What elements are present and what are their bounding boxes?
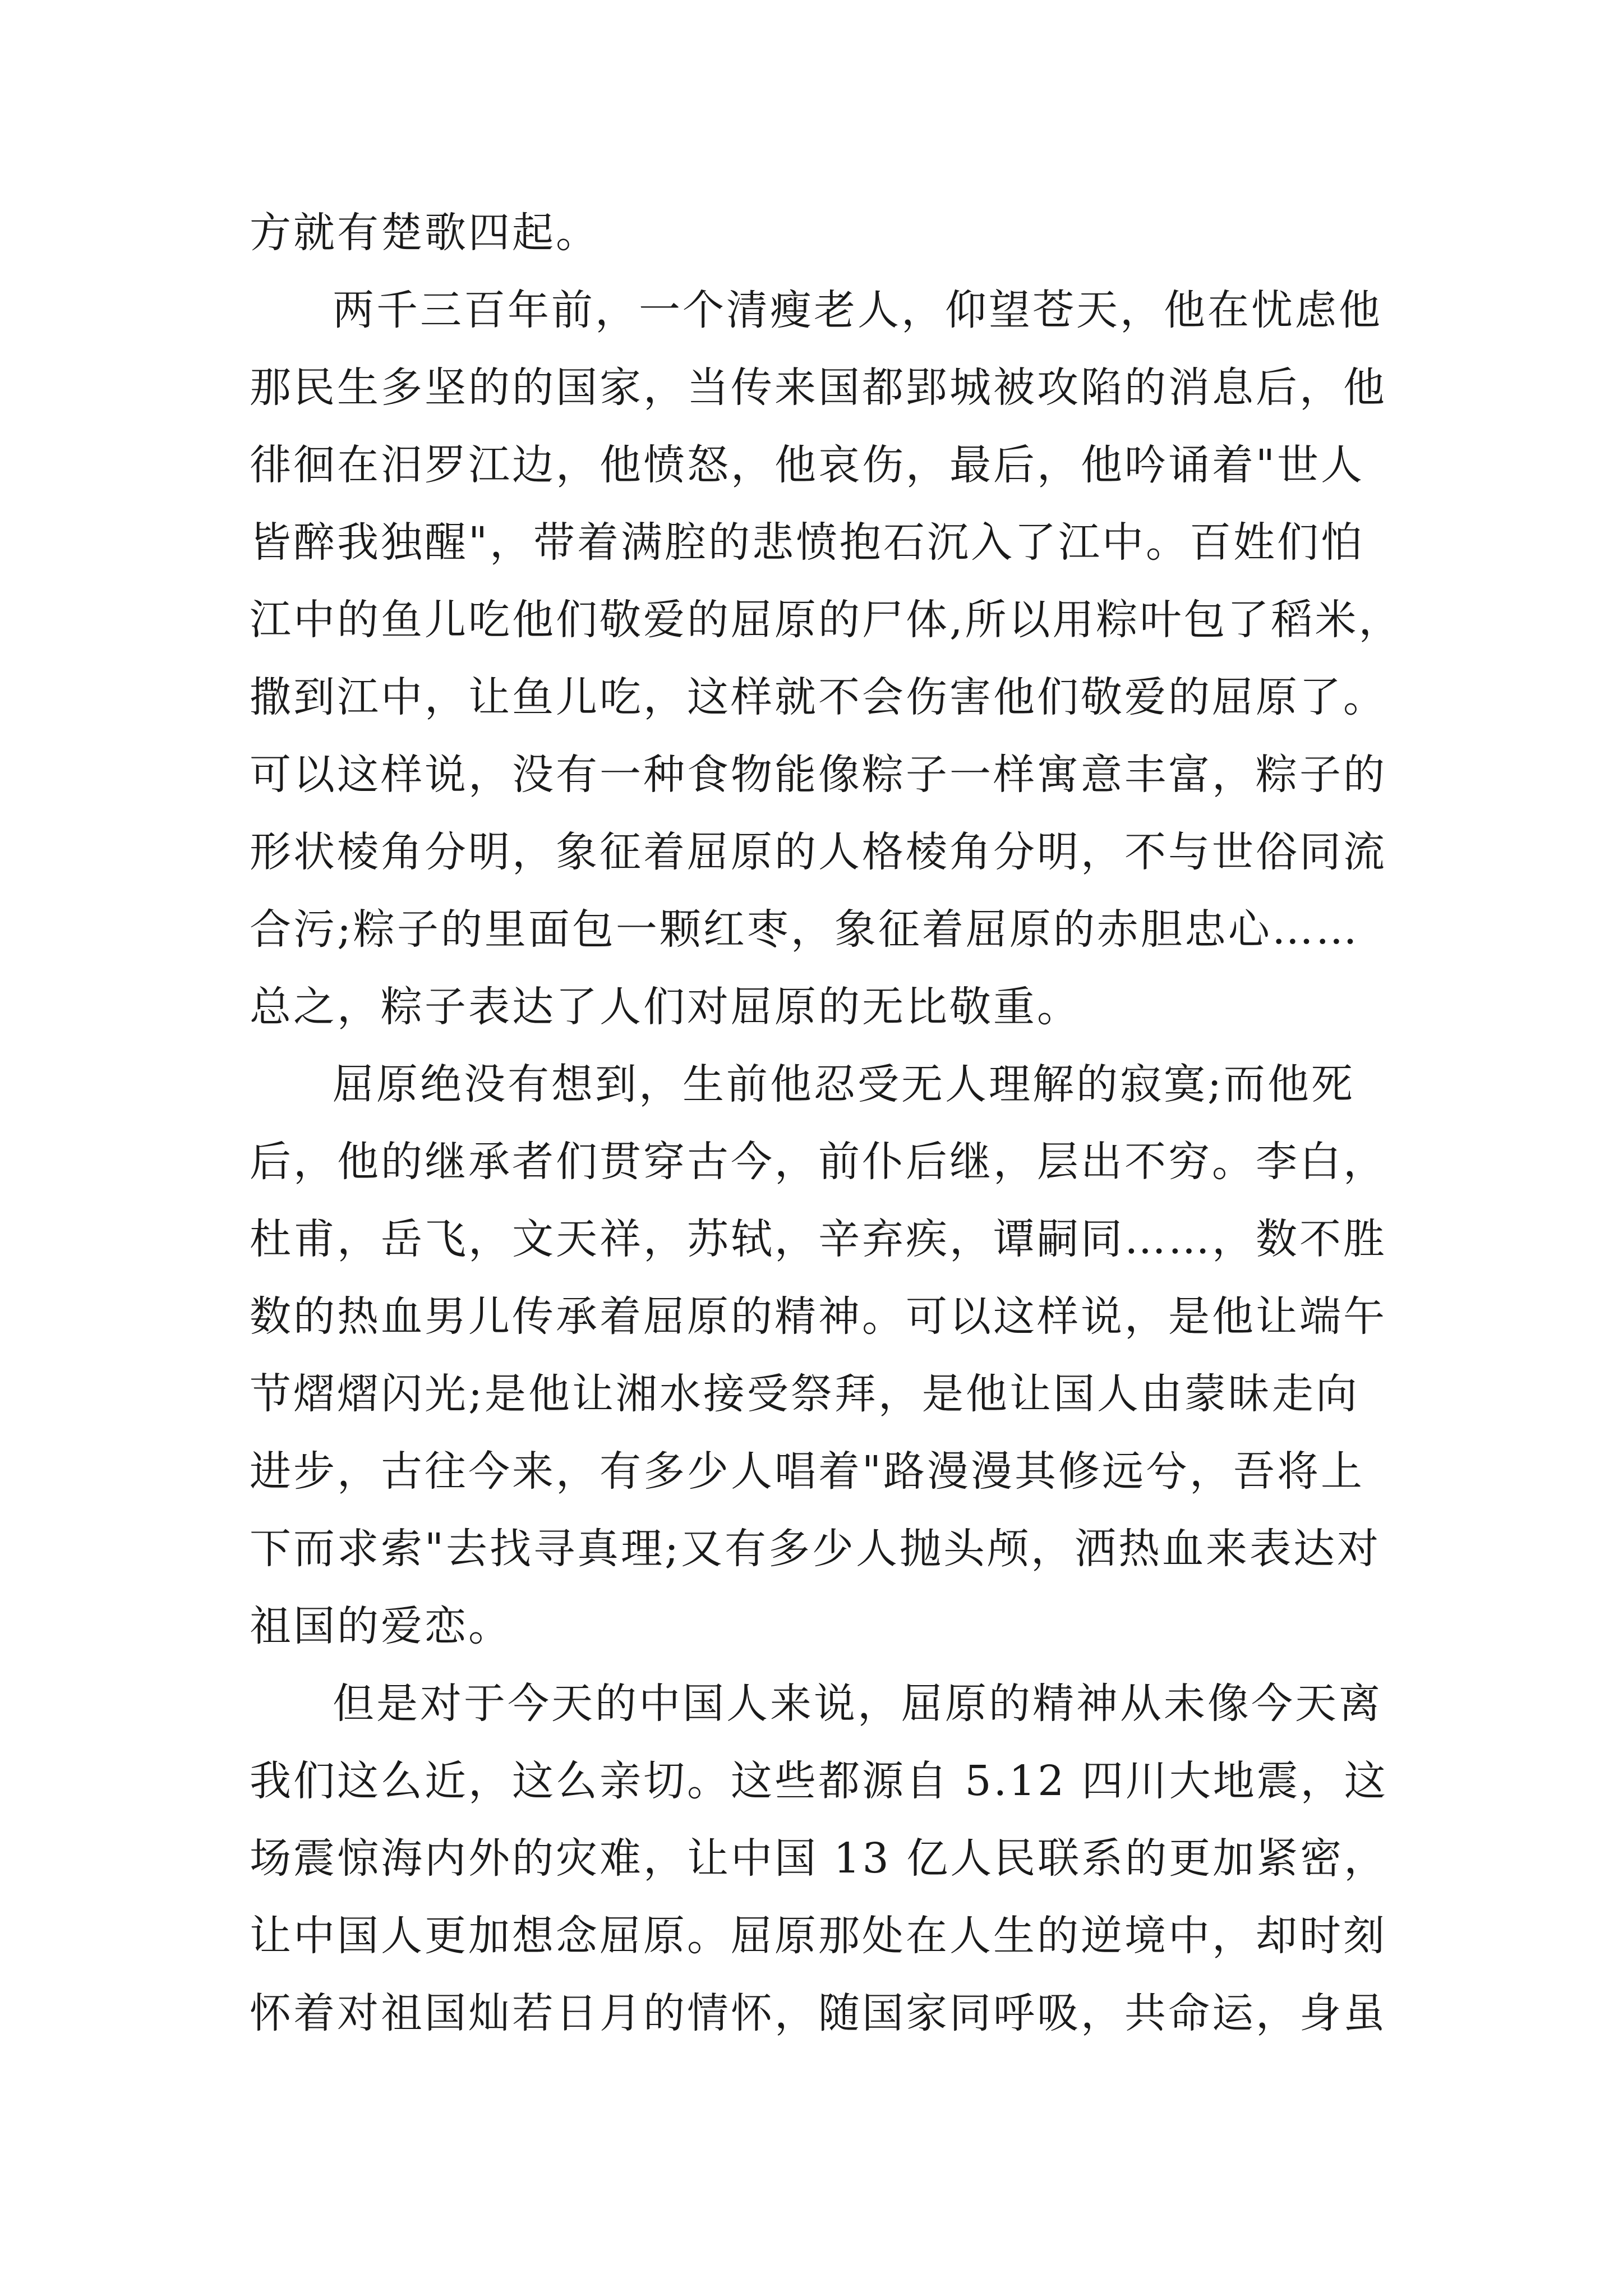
text-line: 可以这样说，没有一种食物能像粽子一样寓意丰富，粽子的	[250, 751, 1387, 799]
text-line: 进步，古往今来，有多少人唱着"路漫漫其修远兮，吾将上	[250, 1447, 1365, 1496]
text-line: 下而求索"去找寻真理;又有多少人抛头颅，洒热血来表达对	[250, 1525, 1381, 1573]
text-line: 总之，粽子表达了人们对屈原的无比敬重。	[250, 983, 1081, 1031]
text-line: 我们这么近，这么亲切。这些都源自 5.12 四川大地震，这	[250, 1757, 1388, 1805]
text-line: 方就有楚歌四起。	[250, 209, 600, 257]
text-line: 皆醉我独醒"，带着满腔的悲愤抱石沉入了江中。百姓们怕	[250, 518, 1365, 567]
text-line: 江中的鱼儿吃他们敬爱的屈原的尸体,所以用粽叶包了稻米，	[250, 596, 1403, 644]
text-line: 形状棱角分明，象征着屈原的人格棱角分明，不与世俗同流	[250, 828, 1387, 876]
text-line: 徘徊在汨罗江边，他愤怒，他哀伤，最后，他吟诵着"世人	[250, 441, 1365, 489]
text-line: 两千三百年前，一个清瘦老人，仰望苍天，他在忧虑他	[333, 286, 1382, 334]
text-line: 数的热血男儿传承着屈原的精神。可以这样说，是他让端午	[250, 1292, 1387, 1341]
body-text	[250, 194, 1416, 2052]
text-line: 让中国人更加想念屈原。屈原那处在人生的逆境中，却时刻	[250, 1912, 1387, 1960]
text-line: 合污;粽子的里面包一颗红枣，象征着屈原的赤胆忠心……	[250, 905, 1359, 954]
text-line: 屈原绝没有想到，生前他忍受无人理解的寂寞;而他死	[333, 1060, 1355, 1108]
text-line: 杜甫，岳飞，文天祥，苏轼，辛弃疾，谭嗣同……，数不胜	[250, 1215, 1387, 1263]
text-line: 怀着对祖国灿若日月的情怀，随国家同呼吸，共命运，身虽	[250, 1989, 1387, 2037]
text-line: 那民生多坚的的国家，当传来国都郢城被攻陷的消息后，他	[250, 364, 1387, 412]
text-line: 节熠熠闪光;是他让湘水接受祭拜，是他让国人由蒙昧走向	[250, 1370, 1359, 1418]
text-line: 后，他的继承者们贯穿古今，前仆后继，层出不穷。李白，	[250, 1138, 1387, 1186]
text-line: 场震惊海内外的灾难，让中国 13 亿人民联系的更加紧密，	[250, 1834, 1388, 1883]
text-line: 撒到江中，让鱼儿吃，这样就不会伤害他们敬爱的屈原了。	[250, 673, 1387, 721]
text-line: 祖国的爱恋。	[250, 1602, 512, 1650]
text-line: 但是对于今天的中国人来说，屈原的精神从未像今天离	[333, 1680, 1382, 1728]
